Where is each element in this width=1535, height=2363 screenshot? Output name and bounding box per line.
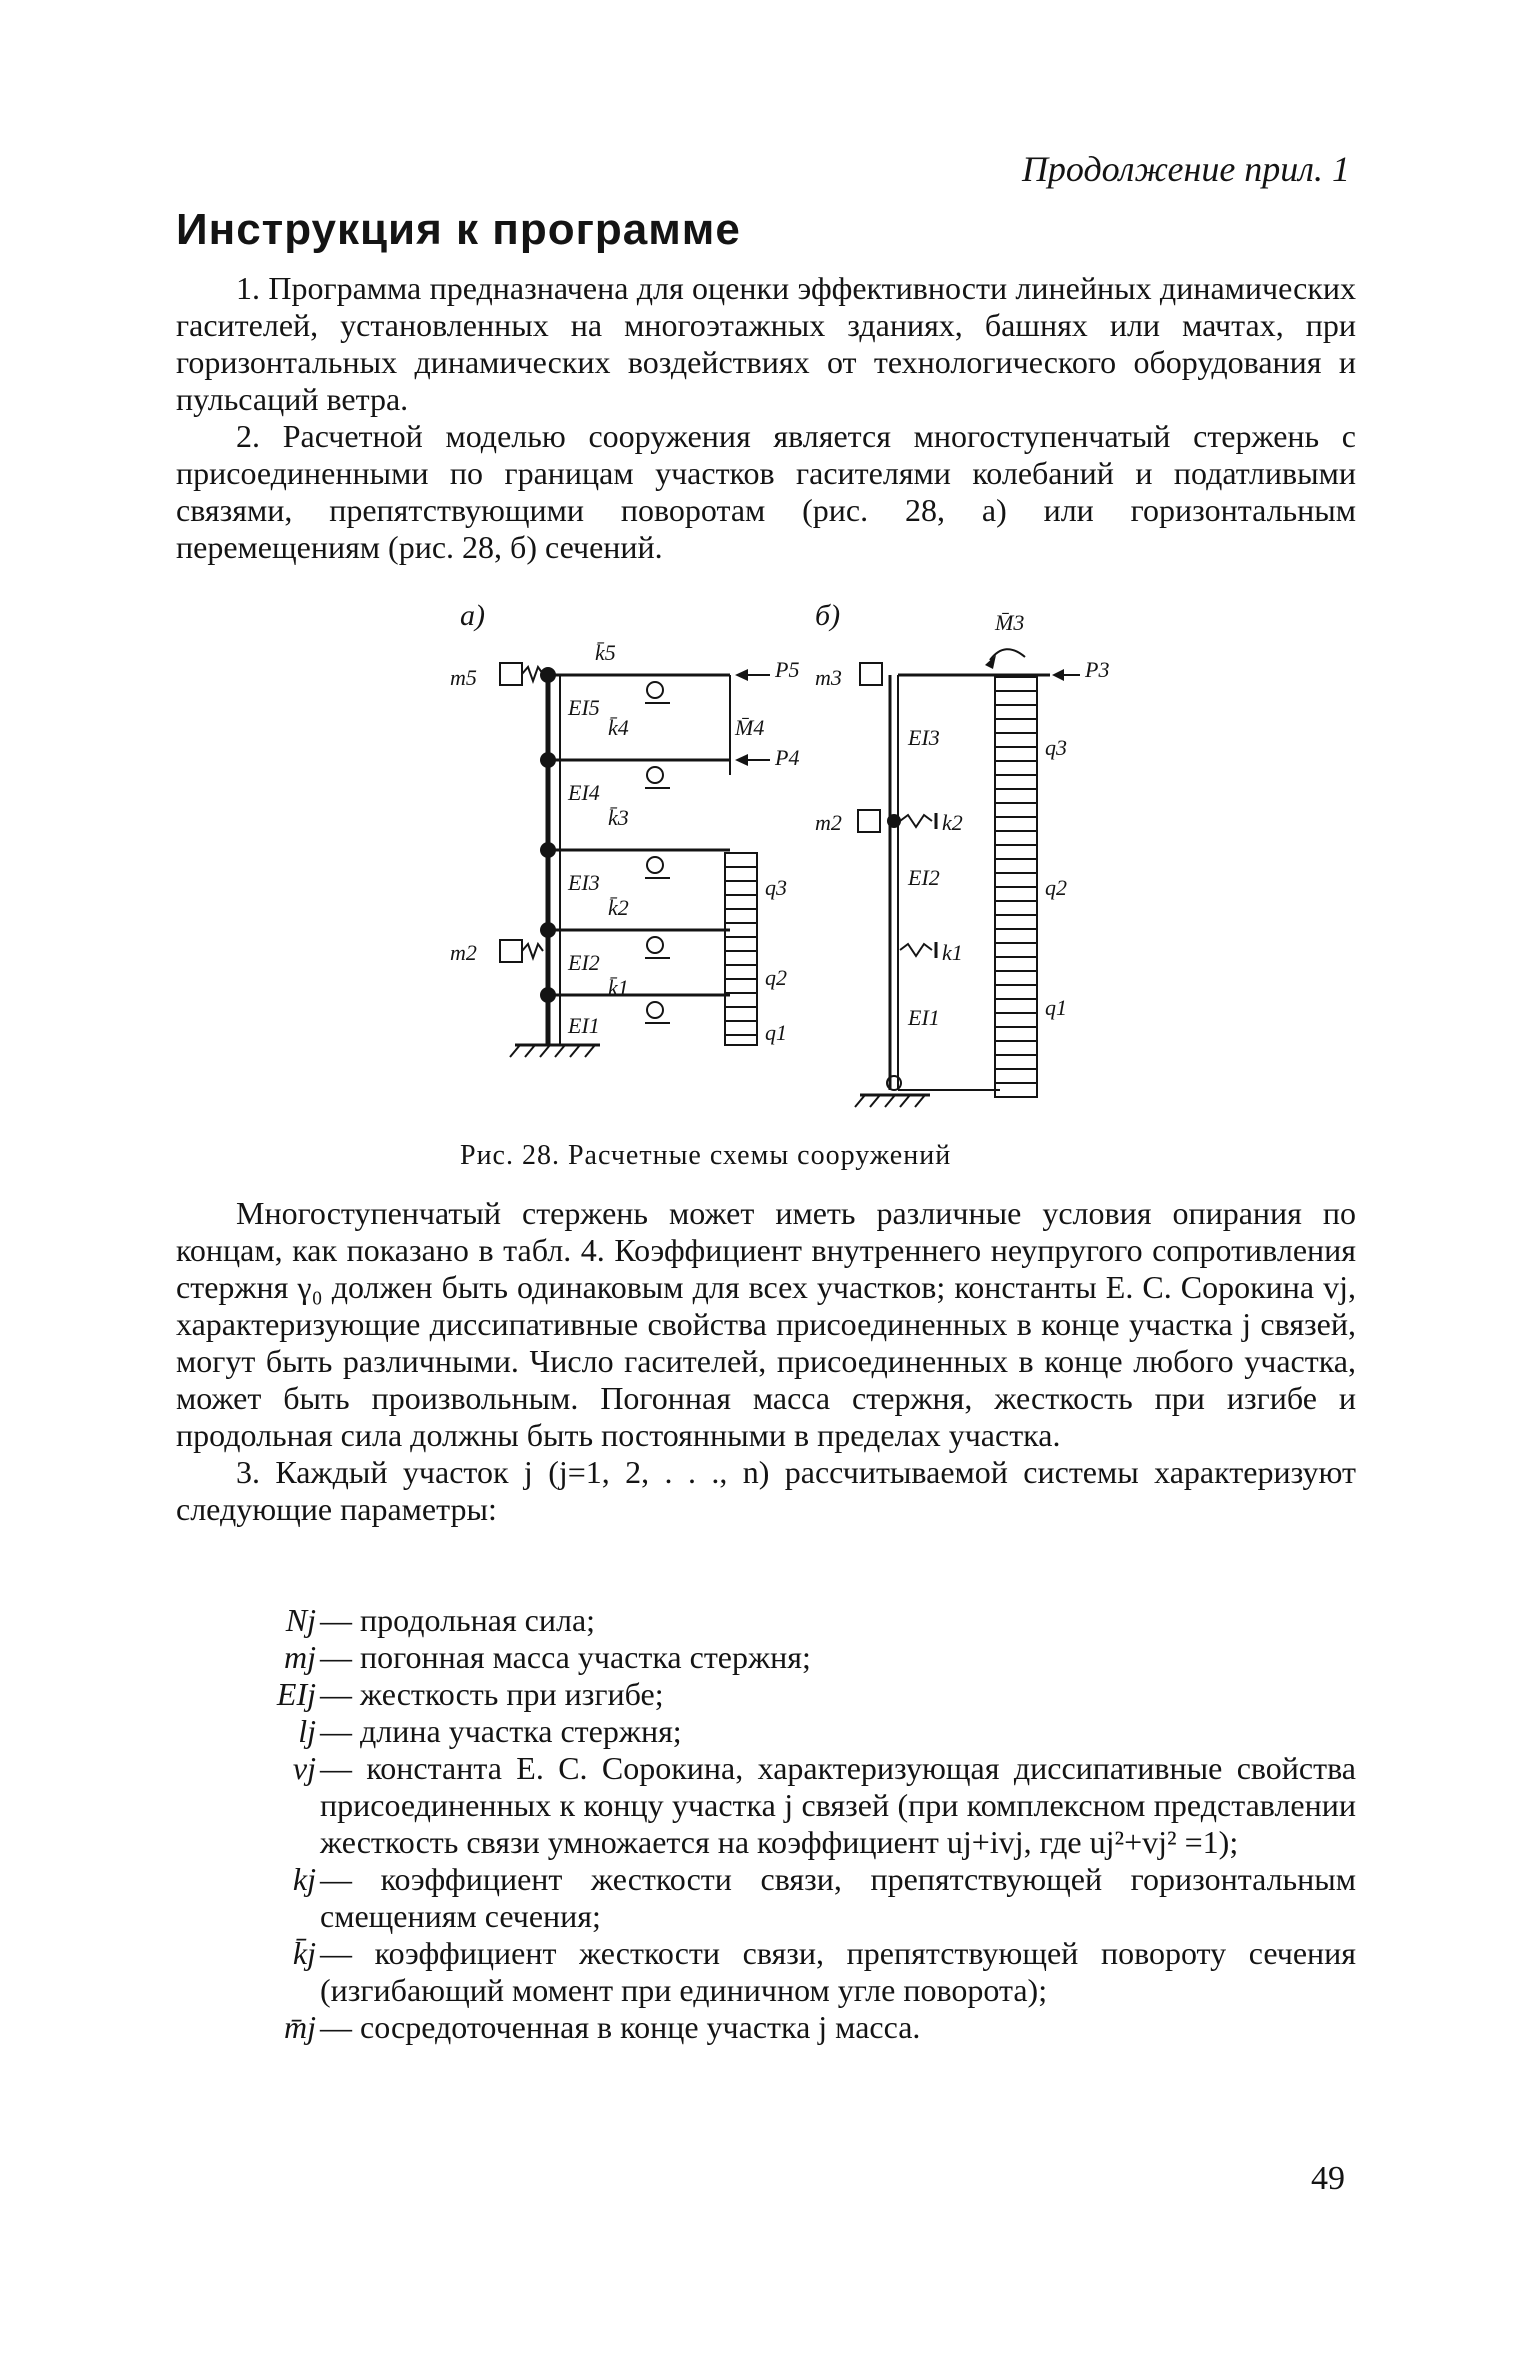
body-text xyxy=(176,1195,1356,1528)
definition-item xyxy=(176,1602,1356,1639)
label-m3: m3 xyxy=(815,665,842,690)
label-EI3-b: EI3 xyxy=(908,725,940,750)
definition-symbol: k̄j xyxy=(292,1935,316,1971)
definition-symbol: lj xyxy=(298,1713,316,1749)
definition-symbol: m̄j xyxy=(284,2009,316,2045)
definition-item xyxy=(176,1750,1356,1861)
label-m5: m5 xyxy=(450,665,477,690)
label-P4: P4 xyxy=(775,745,800,770)
label-k1: k̄1 xyxy=(608,975,629,1000)
label-m2-b: m2 xyxy=(815,810,842,835)
structural-schemes-svg xyxy=(430,585,1150,1125)
definition-text: — сосредоточенная в конце участка j масса. xyxy=(320,2009,921,2045)
definition-item xyxy=(176,1713,1356,1750)
label-M3: M̄3 xyxy=(995,610,1025,635)
label-EI5: EI5 xyxy=(568,695,600,720)
section-title: Инструкция к программе xyxy=(176,205,741,254)
definition-item xyxy=(176,2009,1356,2046)
definitions-list xyxy=(176,1602,1356,2046)
panel-a-label: а) xyxy=(460,599,485,632)
label-q2-a: q2 xyxy=(765,965,787,990)
definition-text: — жесткость при изгибе; xyxy=(320,1676,664,1712)
label-P3: P3 xyxy=(1085,657,1110,682)
page-number: 49 xyxy=(1311,2160,1345,2197)
definition-symbol: mj xyxy=(284,1639,316,1675)
label-m2: m2 xyxy=(450,940,477,965)
definition-item xyxy=(176,1639,1356,1676)
label-q1-b: q1 xyxy=(1045,995,1067,1020)
label-k2-b: k2 xyxy=(942,810,963,835)
label-q1-a: q1 xyxy=(765,1020,787,1045)
panel-b xyxy=(815,599,1109,1107)
running-header: Продолжение прил. 1 xyxy=(1021,149,1350,189)
paragraph-1: 1. Программа предназначена для оценки эффективности линейных динамических гасителей, установленных на многоэтажных зданиях, башнях или мачтах, при горизонтальных динамических воздействиях от технологического оборудования и пульсаций ветра. xyxy=(176,270,1356,417)
label-EI4: EI4 xyxy=(568,780,600,805)
label-k5: k̄5 xyxy=(595,640,616,665)
label-P5: P5 xyxy=(775,657,800,682)
definition-symbol: kj xyxy=(292,1861,316,1897)
definition-item xyxy=(176,1935,1356,2009)
label-EI2: EI2 xyxy=(568,950,600,975)
label-k3: k̄3 xyxy=(608,805,629,830)
definition-item xyxy=(176,1676,1356,1713)
paragraph-2: 2. Расчетной моделью сооружения является многоступенчатый стержень с присоединенными по границам участков гасителями колебаний и податливыми связями, препятствующими поворотам (рис. 28, а) или горизонтальным перемещениям (рис. 28, б) сечений. xyxy=(176,418,1356,565)
definition-text: — константа Е. С. Сорокина, характеризующая диссипативные свойства присоединенных к концу участка j связей (при комплексном представлении жесткость связи умножается на коэффициент uj+ivj, где uj²+vj² =1); xyxy=(320,1750,1356,1860)
panel-b-label: б) xyxy=(815,599,841,632)
label-k1-b: k1 xyxy=(942,940,963,965)
panel-a xyxy=(450,599,799,1057)
definition-symbol: Nj xyxy=(285,1602,316,1638)
label-EI3: EI3 xyxy=(568,870,600,895)
label-k2: k̄2 xyxy=(608,895,629,920)
definition-symbol: EIj xyxy=(276,1676,316,1712)
floor-levels xyxy=(548,675,730,995)
label-EI1-b: EI1 xyxy=(908,1005,940,1030)
paragraph-4: 3. Каждый участок j (j=1, 2, . . ., n) рассчитываемой системы характеризуют следующие параметры: xyxy=(176,1454,1356,1527)
label-M4: M̄4 xyxy=(735,715,765,740)
paragraph-3: Многоступенчатый стержень может иметь различные условия опирания по концам, как показано в табл. 4. Коэффициент внутреннего неупругого сопротивления стержня γ₀ должен быть одинаковым для всех участков; константы Е. С. Сорокина vj, характеризующие диссипативные свойства присоединенных в конце участка j связей, могут быть различными. Число гасителей, присоединенных в конце любого участка, может быть произвольным. Погонная масса стержня, жесткость при изгибе и продольная сила должны быть постоянными в пределах участка. xyxy=(176,1195,1356,1453)
definition-symbol: vj xyxy=(292,1750,316,1786)
label-q3-a: q3 xyxy=(765,875,787,900)
intro-text xyxy=(176,270,1356,566)
definition-item xyxy=(176,1861,1356,1935)
label-k4: k̄4 xyxy=(608,715,629,740)
definition-text: — коэффициент жесткости связи, препятствующей повороту сечения (изгибающий момент при единичном угле поворота); xyxy=(320,1935,1356,2008)
definition-text: — длина участка стержня; xyxy=(320,1713,682,1749)
label-EI1: EI1 xyxy=(568,1013,600,1038)
definition-text: — погонная масса участка стержня; xyxy=(320,1639,811,1675)
figure-caption: Рис. 28. Расчетные схемы сооружений xyxy=(460,1140,952,1171)
definition-text: — коэффициент жесткости связи, препятствующей горизонтальным смещениям сечения; xyxy=(320,1861,1356,1934)
label-q2-b: q2 xyxy=(1045,875,1067,900)
label-EI2-b: EI2 xyxy=(908,865,940,890)
figure-28 xyxy=(430,585,1150,1130)
label-q3-b: q3 xyxy=(1045,735,1067,760)
definition-text: — продольная сила; xyxy=(320,1602,596,1638)
